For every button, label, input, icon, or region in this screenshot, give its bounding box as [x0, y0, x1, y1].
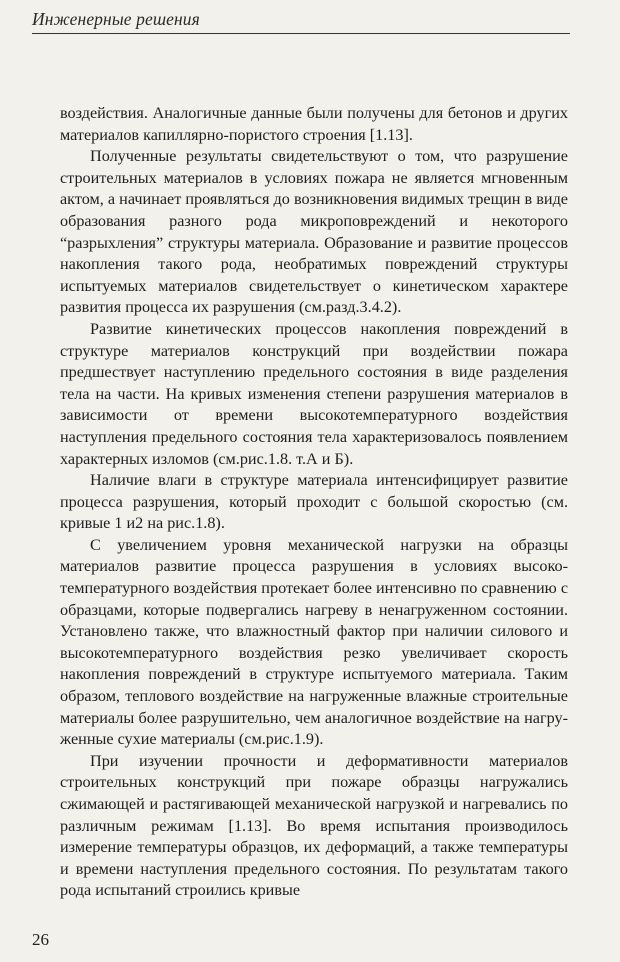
paragraph: При изучении прочности и деформативности материалов строительных конструкций при пожаре образцы нагружались сжимающей и растягивающей механической нагрузкой и нагревались по различным режимам [1.13]. Во время испытания производилось измерение температуры образцов, их деформаций, а также температуры и времени наступления предельного состояния. По результатам такого рода испытаний строились кривые: [60, 751, 568, 900]
header-rule: [32, 33, 570, 34]
paragraph: Развитие кинетических процессов накопления повреждений в структуре материалов конструкций при воздействии пожара предшествует наступлению предельного состояния в виде разделения тела на части. На кривых изменения степени разрушения материалов в зависимости от времени высокотемпературного воздействия наступления предельного состояния тела характеризовалось появлением характерных изломов (см.рис.1.8. т.А и Б).: [60, 319, 568, 468]
page-number: 26: [32, 930, 49, 949]
running-title: Инженерные решения: [32, 9, 200, 29]
paragraph: воздействия. Аналогичные данные были получены для бетонов и других материалов капиллярно-пористого строения [1.13].: [60, 104, 568, 144]
paragraph: Полученные результаты свидетельствуют о том, что разрушение строительных материалов в условиях пожара не является мгновенным актом, а начинает проявляться до возникновения видимых трещин в виде образования разного рода микроповреждений и некоторого “разрыхления” структуры материала. Образование и развитие процессов накопления такого рода, необратимых повреждений структуры испытуемых материалов свидетельствует о кинетическом характере развития процесса их разрушения (см.разд.3.4.2).: [60, 147, 568, 317]
paragraph: Наличие влаги в структуре материала интенсифицирует развитие процесса разрушения, который проходит с большой скоростью (см. кривые 1 и2 на рис.1.8).: [60, 471, 568, 533]
body-text: [60, 103, 568, 902]
paragraph: С увеличением уровня механической нагрузки на образцы материалов развитие процесса разрушения в условиях высокотемпературного воздействия протекает более интенсивно по сравнению с образцами, которые подвергались нагреву в ненагруженном состоянии. Установлено также, что влажностный фактор при наличии силового и высокотемпературного воздействия резко увеличивает скорость накопления повреждений в структуре испытуемого материала. Таким образом, теплового воздействие на нагруженные влажные строительные материалы более разрушительно, чем аналогичное воздействие на нагруженные сухие материалы (см.рис.1.9).: [60, 535, 568, 749]
